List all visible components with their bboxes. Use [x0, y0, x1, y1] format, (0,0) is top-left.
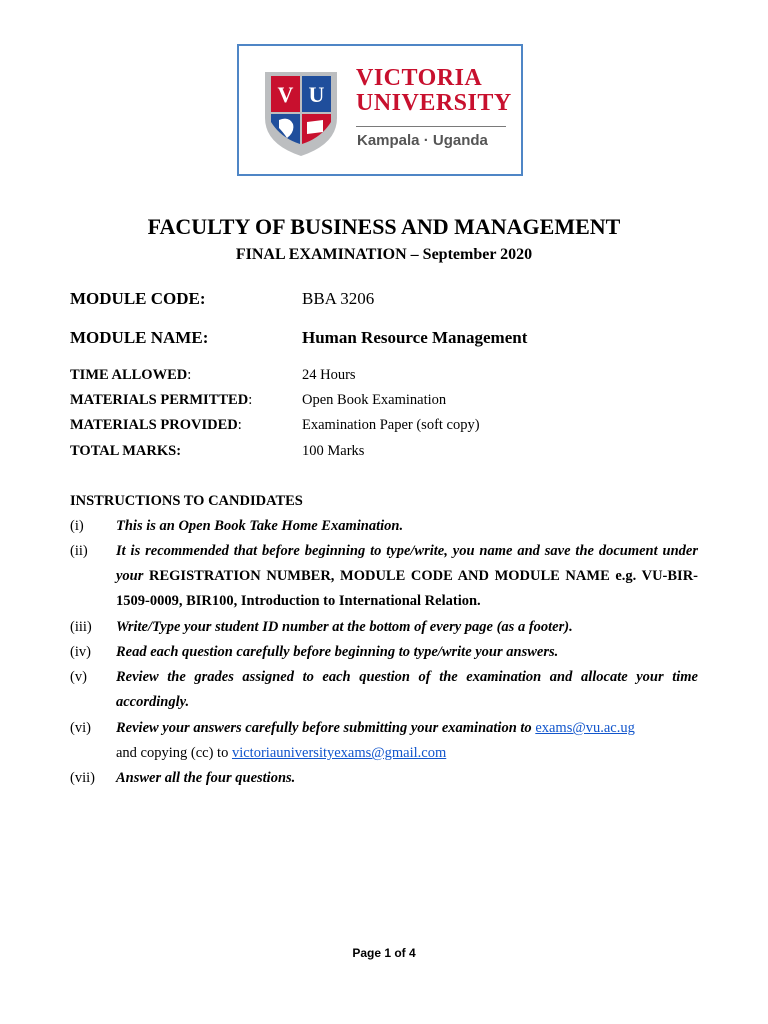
exams-email-link[interactable]: exams@vu.ac.ug	[535, 720, 635, 736]
exam-title: FINAL EXAMINATION – September 2020	[235, 246, 533, 263]
logo-divider	[356, 126, 506, 127]
instruction-number: (iv)	[70, 644, 91, 660]
instruction-number: (vii)	[70, 770, 95, 786]
instruction-text: It is recommended that before beginning to type/write, you name and save the document under your	[116, 543, 698, 584]
colon: :	[248, 392, 253, 408]
instruction-text: Review the grades assigned to each question of the examination and allocate your time accordingly.	[116, 669, 698, 710]
instruction-number: (iii)	[70, 619, 92, 635]
module-name-value: Human Resource Management	[302, 328, 528, 347]
module-code-label: MODULE CODE:	[70, 289, 206, 308]
instruction-text: Answer all the four questions.	[116, 770, 296, 786]
instruction-text: Review your answers carefully before submitting your examination to	[116, 720, 532, 736]
crest-letter-u: U	[308, 82, 325, 107]
gmail-email-link[interactable]: victoriauniversityexams@gmail.com	[231, 745, 447, 761]
colon: :	[237, 417, 242, 433]
university-crest-icon	[261, 66, 341, 158]
faculty-title: FACULTY OF BUSINESS AND MANAGEMENT	[147, 214, 621, 239]
total-marks-label: TOTAL MARKS:	[70, 443, 182, 459]
total-marks-value: 100 Marks	[302, 443, 365, 459]
instruction-number: (v)	[70, 669, 87, 685]
crest-letter-v: V	[277, 82, 294, 107]
time-allowed-label: TIME ALLOWED	[70, 367, 188, 383]
instruction-text: Read each question carefully before beginning to type/write your answers.	[116, 644, 559, 660]
instruction-text: This is an Open Book Take Home Examination.	[116, 518, 404, 534]
instruction-item-iii	[70, 615, 698, 640]
university-name-line2: UNIVERSITY	[356, 90, 512, 116]
module-name-label: MODULE NAME:	[70, 328, 209, 347]
university-name-line1: VICTORIA	[356, 65, 483, 91]
instruction-item-vii	[70, 766, 698, 791]
module-code-value: BBA 3206	[302, 289, 375, 308]
instruction-item-v	[70, 665, 698, 715]
materials-permitted-label: MATERIALS PERMITTED	[70, 392, 249, 408]
instruction-text-cc: and copying (cc) to	[116, 745, 229, 761]
instructions-heading: INSTRUCTIONS TO CANDIDATES	[70, 493, 303, 509]
instruction-item-vi	[70, 716, 698, 766]
instruction-number: (ii)	[70, 543, 88, 559]
materials-provided-label: MATERIALS PROVIDED	[70, 417, 238, 433]
university-logo	[237, 44, 523, 176]
instruction-number: (vi)	[70, 720, 91, 736]
university-name	[356, 66, 512, 116]
page-number: Page 1 of 4	[352, 946, 416, 960]
materials-provided-value: Examination Paper (soft copy)	[302, 417, 480, 433]
time-allowed-value: 24 Hours	[302, 367, 356, 383]
colon: :	[187, 367, 192, 383]
instruction-item-ii	[70, 539, 698, 614]
instruction-number: (i)	[70, 518, 84, 534]
materials-permitted-value: Open Book Examination	[302, 392, 447, 408]
instruction-text-bold: REGISTRATION NUMBER, MODULE CODE AND MODULE NAME e.g. VU-BIR-1509-0009, BIR100, Introduction to International Relation.	[116, 568, 699, 609]
instruction-item-i	[70, 514, 698, 539]
instruction-item-iv	[70, 640, 698, 665]
instruction-text: Write/Type your student ID number at the bottom of every page (as a footer).	[116, 619, 573, 635]
university-location: Kampala · Uganda	[357, 132, 488, 149]
